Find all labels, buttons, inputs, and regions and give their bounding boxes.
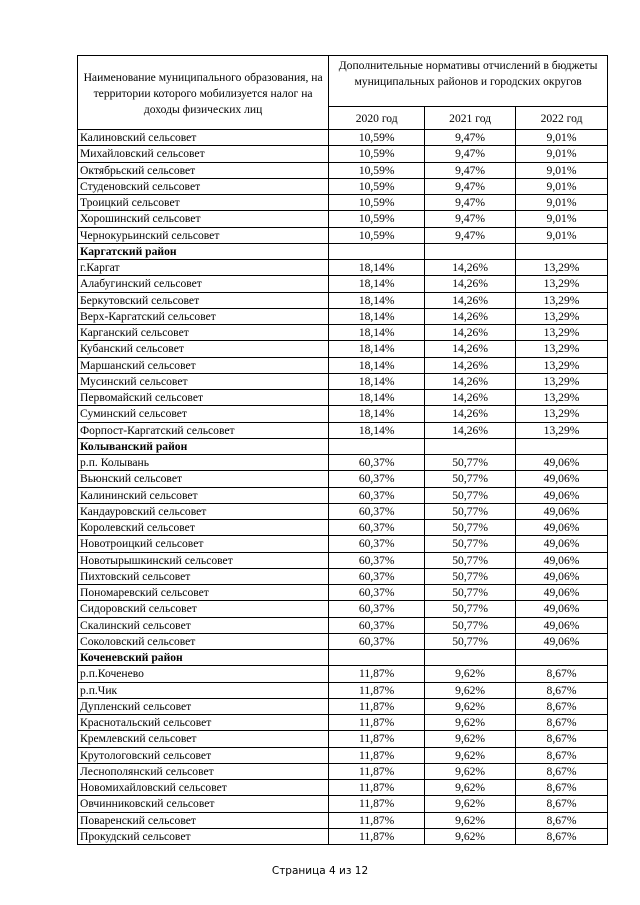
municipality-name: Карганский сельсовет [78, 325, 329, 341]
value-2022: 8,67% [516, 780, 608, 796]
value-2020: 60,37% [329, 552, 425, 568]
value-2020: 11,87% [329, 828, 425, 844]
value-2021: 50,77% [425, 568, 516, 584]
value-2020: 18,14% [329, 357, 425, 373]
municipality-name: г.Каргат [78, 260, 329, 276]
value-2021: 9,47% [425, 162, 516, 178]
municipality-name: Маршанский сельсовет [78, 357, 329, 373]
value-2020: 60,37% [329, 633, 425, 649]
value-2021: 9,62% [425, 763, 516, 779]
value-2021: 50,77% [425, 503, 516, 519]
table-row [78, 487, 608, 503]
municipality-name: Чернокурьинский сельсовет [78, 227, 329, 243]
value-2020: 10,59% [329, 146, 425, 162]
value-2021: 9,47% [425, 195, 516, 211]
header-row [78, 56, 608, 107]
value-2020: 60,37% [329, 520, 425, 536]
value-2021: 50,77% [425, 520, 516, 536]
table-row [78, 130, 608, 146]
municipality-name: Новотроицкий сельсовет [78, 536, 329, 552]
value-2022: 8,67% [516, 682, 608, 698]
table-row [78, 698, 608, 714]
empty-cell [329, 438, 425, 454]
value-2020: 18,14% [329, 292, 425, 308]
empty-cell [425, 438, 516, 454]
value-2020: 60,37% [329, 568, 425, 584]
table-row [78, 390, 608, 406]
value-2020: 10,59% [329, 130, 425, 146]
value-2021: 14,26% [425, 422, 516, 438]
value-2020: 11,87% [329, 682, 425, 698]
district-row [78, 438, 608, 454]
value-2022: 8,67% [516, 698, 608, 714]
empty-cell [516, 650, 608, 666]
value-2021: 50,77% [425, 487, 516, 503]
value-2021: 50,77% [425, 601, 516, 617]
value-2020: 10,59% [329, 162, 425, 178]
table-row [78, 178, 608, 194]
table-row [78, 373, 608, 389]
table-row [78, 308, 608, 324]
norms-table [77, 55, 608, 845]
table-row [78, 780, 608, 796]
table-row [78, 682, 608, 698]
table-row [78, 406, 608, 422]
value-2021: 9,62% [425, 747, 516, 763]
value-2022: 8,67% [516, 731, 608, 747]
value-2021: 9,62% [425, 666, 516, 682]
value-2020: 18,14% [329, 422, 425, 438]
value-2021: 14,26% [425, 276, 516, 292]
value-2020: 18,14% [329, 341, 425, 357]
table-row [78, 731, 608, 747]
table-row [78, 162, 608, 178]
value-2020: 11,87% [329, 780, 425, 796]
empty-cell [425, 650, 516, 666]
value-2022: 13,29% [516, 357, 608, 373]
municipality-name: Новомихайловский сельсовет [78, 780, 329, 796]
table-row [78, 471, 608, 487]
table-row [78, 146, 608, 162]
value-2021: 9,47% [425, 178, 516, 194]
table-row [78, 260, 608, 276]
value-2022: 49,06% [516, 552, 608, 568]
value-2021: 14,26% [425, 325, 516, 341]
value-2020: 18,14% [329, 390, 425, 406]
year-2020-header: 2020 год [329, 107, 425, 130]
value-2022: 49,06% [516, 568, 608, 584]
value-2022: 9,01% [516, 227, 608, 243]
district-name: Колыванский район [78, 438, 329, 454]
municipality-name: Краснотальский сельсовет [78, 715, 329, 731]
value-2021: 50,77% [425, 617, 516, 633]
value-2020: 18,14% [329, 373, 425, 389]
value-2020: 18,14% [329, 276, 425, 292]
municipality-name: р.п.Чик [78, 682, 329, 698]
value-2021: 9,62% [425, 698, 516, 714]
table-row [78, 520, 608, 536]
municipality-name: Калининский сельсовет [78, 487, 329, 503]
value-2022: 13,29% [516, 260, 608, 276]
value-2021: 9,47% [425, 227, 516, 243]
municipality-name: Троицкий сельсовет [78, 195, 329, 211]
municipality-name: Дупленский сельсовет [78, 698, 329, 714]
value-2022: 9,01% [516, 211, 608, 227]
year-2022-header: 2022 год [516, 107, 608, 130]
value-2022: 9,01% [516, 146, 608, 162]
value-2021: 9,62% [425, 780, 516, 796]
value-2022: 49,06% [516, 633, 608, 649]
norms-group-header: Дополнительные нормативы отчислений в бюджеты муниципальных районов и городских округов [329, 56, 608, 107]
district-row [78, 650, 608, 666]
municipality-name: Михайловский сельсовет [78, 146, 329, 162]
value-2021: 50,77% [425, 552, 516, 568]
value-2020: 60,37% [329, 536, 425, 552]
value-2022: 13,29% [516, 276, 608, 292]
value-2022: 49,06% [516, 585, 608, 601]
table-row [78, 568, 608, 584]
value-2020: 18,14% [329, 406, 425, 422]
table-row [78, 828, 608, 844]
value-2021: 14,26% [425, 341, 516, 357]
value-2021: 9,62% [425, 715, 516, 731]
table-row [78, 455, 608, 471]
value-2022: 8,67% [516, 715, 608, 731]
value-2020: 11,87% [329, 747, 425, 763]
empty-cell [516, 438, 608, 454]
municipality-name: р.п.Коченево [78, 666, 329, 682]
value-2022: 49,06% [516, 503, 608, 519]
value-2022: 9,01% [516, 195, 608, 211]
table-row [78, 276, 608, 292]
value-2021: 14,26% [425, 308, 516, 324]
value-2021: 14,26% [425, 260, 516, 276]
municipality-name: р.п. Колывань [78, 455, 329, 471]
empty-cell [516, 243, 608, 259]
value-2020: 60,37% [329, 471, 425, 487]
municipality-name: Пономаревский сельсовет [78, 585, 329, 601]
table-row [78, 812, 608, 828]
value-2022: 8,67% [516, 666, 608, 682]
value-2022: 8,67% [516, 747, 608, 763]
value-2021: 9,62% [425, 731, 516, 747]
table-row [78, 227, 608, 243]
district-row [78, 243, 608, 259]
municipality-name: Королевский сельсовет [78, 520, 329, 536]
value-2020: 18,14% [329, 325, 425, 341]
value-2022: 13,29% [516, 308, 608, 324]
empty-cell [329, 243, 425, 259]
value-2020: 18,14% [329, 260, 425, 276]
value-2022: 49,06% [516, 520, 608, 536]
municipality-name: Скалинский сельсовет [78, 617, 329, 633]
value-2021: 14,26% [425, 357, 516, 373]
value-2021: 50,77% [425, 633, 516, 649]
value-2020: 60,37% [329, 585, 425, 601]
municipality-name: Первомайский сельсовет [78, 390, 329, 406]
table-row [78, 325, 608, 341]
municipality-name: Калиновский сельсовет [78, 130, 329, 146]
municipality-column-header: Наименование муниципального образования, на территории которого мобилизуется налог на доходы физических лиц [78, 56, 329, 130]
municipality-name: Прокудский сельсовет [78, 828, 329, 844]
municipality-name: Суминский сельсовет [78, 406, 329, 422]
value-2020: 60,37% [329, 617, 425, 633]
municipality-name: Соколовский сельсовет [78, 633, 329, 649]
municipality-name: Поваренский сельсовет [78, 812, 329, 828]
municipality-name: Сидоровский сельсовет [78, 601, 329, 617]
table-row [78, 585, 608, 601]
value-2020: 11,87% [329, 666, 425, 682]
municipality-name: Хорошинский сельсовет [78, 211, 329, 227]
value-2022: 8,67% [516, 796, 608, 812]
table-body [78, 130, 608, 845]
value-2021: 9,62% [425, 828, 516, 844]
value-2022: 49,06% [516, 471, 608, 487]
municipality-name: Вьюнский сельсовет [78, 471, 329, 487]
value-2020: 18,14% [329, 308, 425, 324]
table-row [78, 633, 608, 649]
municipality-name: Леснополянский сельсовет [78, 763, 329, 779]
value-2022: 13,29% [516, 292, 608, 308]
value-2020: 10,59% [329, 195, 425, 211]
value-2020: 11,87% [329, 763, 425, 779]
year-2021-header: 2021 год [425, 107, 516, 130]
value-2021: 9,62% [425, 796, 516, 812]
municipality-name: Овчинниковский сельсовет [78, 796, 329, 812]
value-2022: 13,29% [516, 325, 608, 341]
value-2021: 14,26% [425, 292, 516, 308]
municipality-name: Беркутовский сельсовет [78, 292, 329, 308]
table-row [78, 601, 608, 617]
value-2021: 9,62% [425, 682, 516, 698]
municipality-name: Октябрьский сельсовет [78, 162, 329, 178]
table-row [78, 211, 608, 227]
value-2021: 9,47% [425, 130, 516, 146]
value-2022: 49,06% [516, 487, 608, 503]
table-row [78, 357, 608, 373]
municipality-name: Крутологовский сельсовет [78, 747, 329, 763]
value-2022: 9,01% [516, 130, 608, 146]
municipality-name: Пихтовский сельсовет [78, 568, 329, 584]
municipality-name: Студеновский сельсовет [78, 178, 329, 194]
value-2021: 50,77% [425, 585, 516, 601]
value-2020: 60,37% [329, 455, 425, 471]
municipality-name: Кандауровский сельсовет [78, 503, 329, 519]
value-2022: 8,67% [516, 763, 608, 779]
value-2020: 10,59% [329, 178, 425, 194]
value-2022: 9,01% [516, 178, 608, 194]
municipality-name: Мусинский сельсовет [78, 373, 329, 389]
value-2020: 11,87% [329, 796, 425, 812]
empty-cell [329, 650, 425, 666]
municipality-name: Форпост-Каргатский сельсовет [78, 422, 329, 438]
value-2021: 9,62% [425, 812, 516, 828]
value-2021: 14,26% [425, 373, 516, 389]
value-2022: 13,29% [516, 406, 608, 422]
table-row [78, 552, 608, 568]
value-2022: 13,29% [516, 390, 608, 406]
table-row [78, 763, 608, 779]
value-2021: 50,77% [425, 455, 516, 471]
value-2021: 9,47% [425, 146, 516, 162]
table-row [78, 715, 608, 731]
value-2021: 9,47% [425, 211, 516, 227]
value-2021: 14,26% [425, 406, 516, 422]
table-row [78, 503, 608, 519]
municipality-name: Алабугинский сельсовет [78, 276, 329, 292]
value-2020: 60,37% [329, 503, 425, 519]
value-2022: 8,67% [516, 828, 608, 844]
table-row [78, 666, 608, 682]
district-name: Коченевский район [78, 650, 329, 666]
table-row [78, 195, 608, 211]
value-2021: 50,77% [425, 471, 516, 487]
value-2020: 60,37% [329, 487, 425, 503]
table-row [78, 292, 608, 308]
value-2022: 49,06% [516, 536, 608, 552]
value-2022: 13,29% [516, 422, 608, 438]
table-row [78, 341, 608, 357]
value-2020: 11,87% [329, 715, 425, 731]
municipality-name: Новотырышкинский сельсовет [78, 552, 329, 568]
value-2020: 11,87% [329, 698, 425, 714]
table-row [78, 422, 608, 438]
value-2020: 11,87% [329, 812, 425, 828]
table-row [78, 796, 608, 812]
value-2020: 60,37% [329, 601, 425, 617]
value-2022: 8,67% [516, 812, 608, 828]
page-number: Страница 4 из 12 [271, 865, 369, 877]
value-2022: 13,29% [516, 341, 608, 357]
value-2022: 9,01% [516, 162, 608, 178]
value-2020: 11,87% [329, 731, 425, 747]
district-name: Каргатский район [78, 243, 329, 259]
value-2022: 49,06% [516, 601, 608, 617]
value-2022: 49,06% [516, 617, 608, 633]
value-2022: 49,06% [516, 455, 608, 471]
municipality-name: Кубанский сельсовет [78, 341, 329, 357]
value-2020: 10,59% [329, 211, 425, 227]
table-row [78, 536, 608, 552]
value-2020: 10,59% [329, 227, 425, 243]
value-2022: 13,29% [516, 373, 608, 389]
value-2021: 50,77% [425, 536, 516, 552]
municipality-name: Кремлевский сельсовет [78, 731, 329, 747]
table-row [78, 747, 608, 763]
municipality-name: Верх-Каргатский сельсовет [78, 308, 329, 324]
empty-cell [425, 243, 516, 259]
value-2021: 14,26% [425, 390, 516, 406]
table-row [78, 617, 608, 633]
